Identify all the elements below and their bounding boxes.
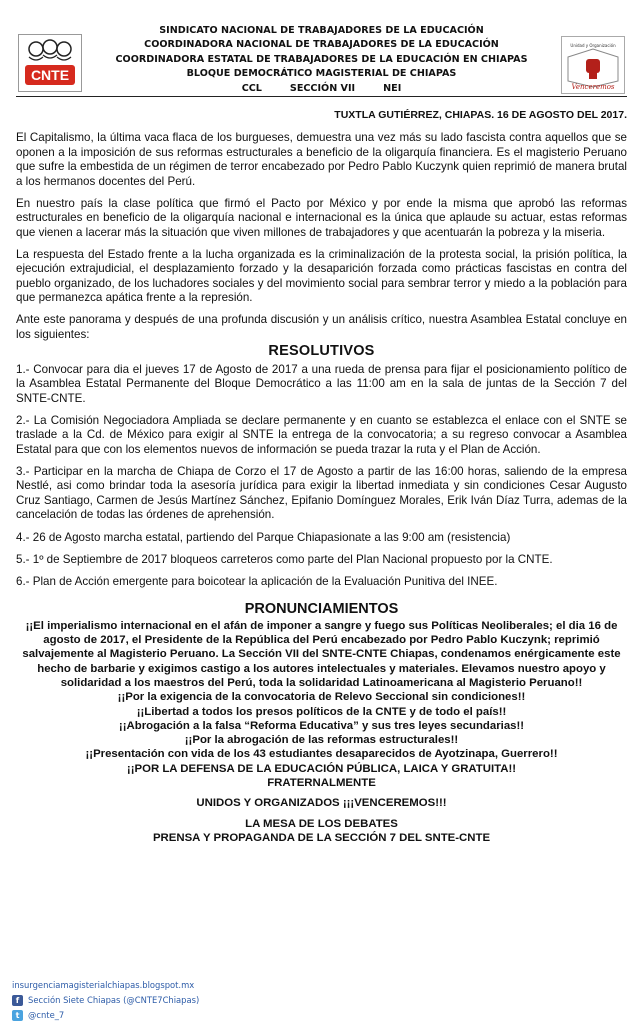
header-lines	[86, 24, 557, 96]
section-label: SECCIÓN VII	[289, 82, 356, 94]
facebook-handle[interactable]: Sección Siete Chiapas (@CNTE7Chiapas)	[28, 995, 200, 1005]
resolutivo-item: 4.- 26 de Agosto marcha estatal, partiendo del Parque Chiapasionate a las 9:00 am (resistencia)	[16, 530, 511, 544]
resolutivo-item: 6.- Plan de Acción emergente para boicotear la aplicación de la Evaluación Punitiva del INEE.	[16, 574, 498, 588]
resolutivo-item: 1.- Convocar para dia el jueves 17 de Agosto de 2017 a una rueda de prensa para fijar el posicionamiento político de la Asamblea Estatal Permanente del Bloque Democrático a las 11:00 am en la sala de juntas de la Sección 7 del SNTE-CNTE.	[16, 362, 627, 405]
signature-line: LA MESA DE LOS DEBATES	[245, 817, 398, 830]
facebook-row[interactable]	[12, 993, 199, 1008]
closing-line: UNIDOS Y ORGANIZADOS ¡¡¡VENCEREMOS!!!	[196, 797, 447, 810]
raised-fist-icon	[562, 37, 624, 93]
signature-line: PRENSA Y PROPAGANDA DE LA SECCIÓN 7 DEL SNTE-CNTE	[152, 831, 491, 844]
ccl-label: CCL	[241, 82, 262, 94]
logo-bottom-text: Venceremos	[571, 83, 615, 91]
pronunciamiento-line: ¡¡Abrogación a la falsa “Reforma Educativa” y sus tres leyes secundarias!!	[118, 719, 525, 732]
pronunciamiento-line: ¡¡Por la abrogación de las reformas estructurales!!	[184, 734, 459, 747]
footer	[12, 978, 199, 1023]
pronunciamiento-line: ¡¡El imperialismo internacional en el afán de imponer a sangre y fuego sus Políticas Neoliberales; el dia 16 de agosto de 2017, el Presidente de la República del Perú encabezado por Pedro Pablo Kuczynk; reprimió salvajemente al Magisterio Peruano. La Sección VII del SNTE-CNTE Chiapas, condenamos enérgicamente este hecho de barbarie y exigimos castigo a los autores intelectuales y materiales. Elevamos nuestro apoyo y solidaridad a los maestros del Perú, toda la solidaridad Latinoamericana al Magisterio Peruano!!	[22, 619, 621, 689]
pronunciamiento-line: ¡¡Presentación con vida de los 43 estudiantes desaparecidos de Ayotzinapa, Guerrero!!	[85, 748, 558, 761]
pronunciamiento-line: ¡¡Por la exigencia de la convocatoria de Relevo Seccional sin condiciones!!	[117, 691, 526, 704]
letterhead	[16, 22, 627, 96]
intro-paragraph: Ante este panorama y después de una profunda discusión y un análisis crítico, nuestra Asamblea Estatal concluye en los siguientes:	[16, 313, 627, 341]
intro-paragraph: El Capitalismo, la última vaca flaca de los burgueses, demuestra una vez más su lado fascista contra aquellos que se oponen a la imposición de sus reformas estructurales a beneficio de la oligarquía financiera. Es el magisterio Peruano que sufre la embestida de un régimen de terror encabezado por Pedro Pablo Kuczynk quien reprimió de manera brutal a los hermanos docentes del Perú.	[16, 131, 627, 188]
facebook-icon: f	[12, 995, 23, 1006]
pronunciamiento-line: ¡¡POR LA DEFENSA DE LA EDUCACIÓN PÚBLICA, LAICA Y GRATUITA!!	[126, 762, 517, 775]
twitter-handle[interactable]: @cnte_7	[28, 1010, 65, 1020]
pronunciamiento-line: ¡¡Libertad a todos los presos políticos de la CNTE y de todo el país!!	[136, 705, 507, 718]
cnte-logo-text: CNTE	[30, 67, 70, 83]
cnte-logo-graphic	[19, 35, 81, 91]
resolutivo-item: 3.- Participar en la marcha de Chiapa de Corzo el 17 de Agosto a partir de las 16:00 horas, saliendo de la empresa Nestlé, asi como brindar toda la asesoría jurídica para exigir la libertad inmediata y sin condiciones Cesar Augusto Cruz Santiago, Carmen de Jesús Martínez Sánchez, Epifanio Domínguez Morales, Erik Iván Díaz Turra, ademas de la cancelación de todas las órdenes de aprehensión.	[16, 464, 627, 522]
nei-label: NEI	[383, 82, 402, 94]
ccl-section-line	[86, 82, 557, 96]
closing-line: FRATERNALMENTE	[267, 777, 376, 790]
blog-link[interactable]: insurgenciamagisterialchiapas.blogspot.mx	[12, 980, 195, 990]
intro-paragraph: En nuestro país la clase política que firmó el Pacto por México y por ende la misma que aprobó las reformas estructurales en beneficio de la oligarquía nacional e internacional es la única que aplaude su actuar, estas reformas que vienen a lacerar más la situación que viven millones de trabajadores y que acentuarán la pobreza y la miseria.	[16, 196, 627, 239]
twitter-row[interactable]	[12, 1008, 199, 1023]
venceremos-logo	[561, 36, 625, 94]
intro-paragraph: La respuesta del Estado frente a la lucha organizada es la criminalización de la protesta social, la prisión política, la ejecución extrajudicial, el desplazamiento forzado y la desaparición forzada como prácticas fascistas en contra del pueblo organizado, de los luchadores sociales y del movimiento social para sembrar terror y miedo a la población para que permanezca apática frente a la represión.	[16, 247, 627, 305]
pronunciamientos-block	[16, 619, 627, 845]
header-rule	[16, 96, 627, 97]
twitter-icon: t	[12, 1010, 23, 1021]
pronunciamientos-title: PRONUNCIAMIENTOS	[244, 601, 399, 618]
header-line: BLOQUE DEMOCRÁTICO MAGISTERIAL DE CHIAPAS	[186, 68, 457, 80]
header-line: COORDINADORA ESTATAL DE TRABAJADORES DE LA EDUCACIÓN EN CHIAPAS	[115, 53, 528, 65]
cnte-logo	[18, 34, 82, 92]
resolutivo-item: 5.- 1º de Septiembre de 2017 bloqueos carreteros como parte del Plan Nacional propuesto por la CNTE.	[16, 552, 553, 566]
header-line: SINDICATO NACIONAL DE TRABAJADORES DE LA EDUCACIÓN	[159, 25, 484, 36]
document-body	[16, 131, 627, 845]
header-line: COORDINADORA NACIONAL DE TRABAJADORES DE LA EDUCACIÓN	[144, 39, 499, 51]
resolutivos-title: RESOLUTIVOS	[268, 343, 375, 360]
logo-top-text: Unidad y Organización	[570, 43, 616, 48]
dateline: TUXTLA GUTIÉRREZ, CHIAPAS. 16 DE AGOSTO DEL 2017.	[334, 109, 627, 121]
resolutivo-item: 2.- La Comisión Negociadora Ampliada se declare permanente y en cuanto se establezca el enlace con el SNTE se traslade a la Cd. de México para exigir al SNTE la entrega de la convocatoria; a su regreso convocar a Asamblea Estatal para que con los elementos nuevos de información se pueda trazar la ruta y el Plan de Acción.	[16, 413, 627, 456]
